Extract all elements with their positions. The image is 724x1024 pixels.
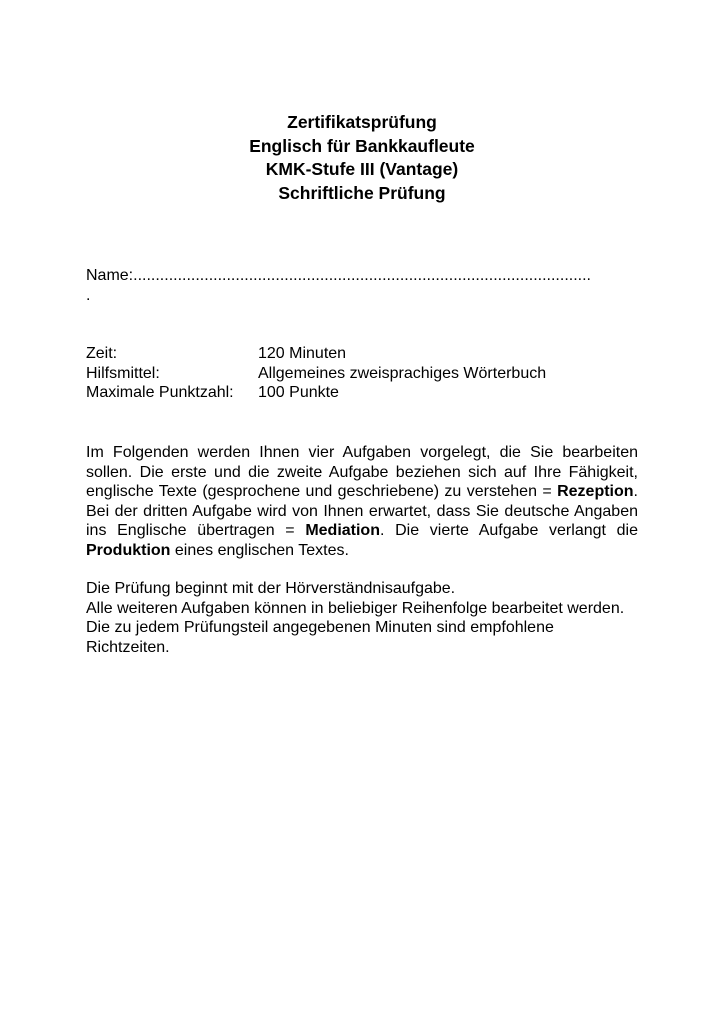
title-line-exam-type: Schriftliche Prüfung <box>278 182 446 203</box>
name-field <box>86 266 646 306</box>
intro-text: Im Folgenden werden Ihnen vier Aufgaben vorgelegt, die Sie bearbeiten sollen. Die erste und die zweite Aufgabe beziehen sich auf Ihre Fähigkeit, englische Texte (gesprochene und geschriebene) zu verstehen = <box>86 444 638 500</box>
info-label: Hilfsmittel: <box>86 364 160 382</box>
intro-text: . Bei der dritten Aufgabe wird von Ihnen erwartet, dass Sie deutsche Angaben ins Englische übertragen = <box>86 483 638 539</box>
note-order: Alle weiteren Aufgaben können in beliebiger Reihenfolge bearbeitet werden. <box>86 599 625 617</box>
keyword-production: Produktion <box>86 541 171 559</box>
instructions-notes <box>86 579 638 657</box>
name-field-line: Name:....................................................................................................... <box>86 267 591 284</box>
info-label: Zeit: <box>86 345 118 362</box>
info-row-time <box>86 344 546 364</box>
keyword-mediation: Mediation <box>305 522 380 539</box>
info-value: Allgemeines zweisprachiges Wörterbuch <box>258 364 547 382</box>
exam-info-table <box>86 344 546 403</box>
note-timing: Die zu jedem Prüfungsteil angegebenen Minuten sind empfohlene Richtzeiten. <box>86 619 554 656</box>
title-line-subject: Englisch für Bankkaufleute <box>249 135 475 156</box>
info-label: Maximale Punktzahl: <box>86 384 234 401</box>
document-title <box>0 111 724 205</box>
title-line-certificate: Zertifikatsprüfung <box>287 112 437 132</box>
intro-text: eines englischen Textes. <box>170 541 349 559</box>
name-field-continuation: . <box>86 287 91 304</box>
info-value: 100 Punkte <box>258 384 339 401</box>
info-row-max-points <box>86 383 546 403</box>
info-row-aids <box>86 364 546 384</box>
intro-text: . Die vierte Aufgabe verlangt die <box>379 522 638 539</box>
note-start: Die Prüfung beginnt mit der Hörverständnisaufgabe. <box>86 580 456 597</box>
info-value: 120 Minuten <box>258 345 347 362</box>
title-line-level: KMK-Stufe III (Vantage) <box>265 159 459 179</box>
keyword-reception: Rezeption <box>557 483 634 500</box>
intro-paragraph <box>86 443 638 560</box>
